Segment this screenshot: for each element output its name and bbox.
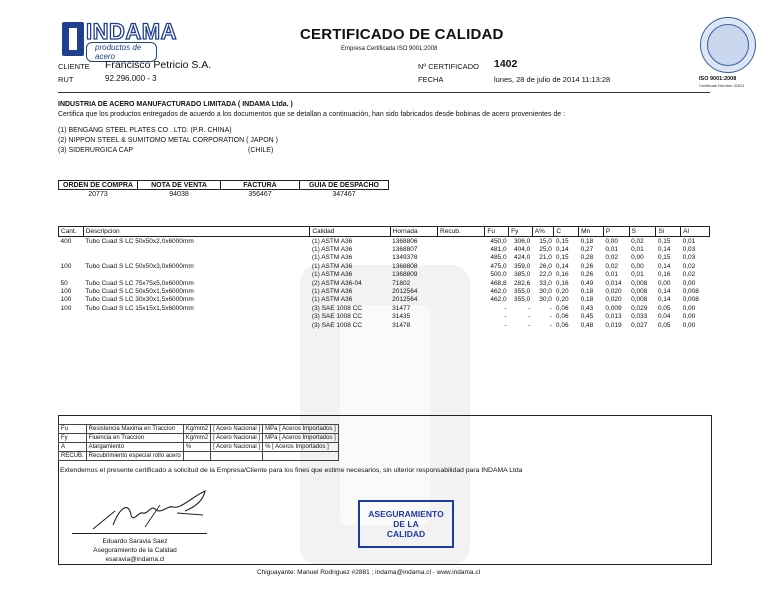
table-cell: [59, 321, 84, 329]
table-cell: 475,0: [490, 262, 507, 270]
intro-statement: Certifica que los productos entregados de acuerdo a los documentos que se detallan a continuación, han sido fabricados desde bobinas de acero provenientes de :: [58, 111, 566, 118]
definition-cell: Kg/mm2: [183, 434, 210, 443]
table-cell: (1) ASTM A36: [311, 237, 353, 245]
table-cell: 0,02: [682, 271, 696, 279]
table-cell: 25,0: [539, 246, 552, 254]
table-cell: (3) SAE 1008 CC: [311, 321, 363, 329]
table-cell: 0,20: [555, 296, 569, 304]
document-title: CERTIFICADO DE CALIDAD: [300, 26, 504, 43]
table-cell: [438, 237, 485, 246]
table-cell: 0,019: [605, 321, 622, 329]
table-cell: 50: [60, 279, 68, 287]
column-header: Fy: [509, 227, 533, 237]
table-cell: 0,00: [657, 279, 671, 287]
table-cell: [59, 313, 84, 321]
company-logo: [62, 19, 177, 61]
table-cell: 100: [60, 296, 72, 304]
table-cell: 0,00: [682, 279, 696, 287]
table-cell: [438, 296, 485, 304]
logo-tagline: productos de acero: [86, 42, 157, 62]
definition-cell: Fluencia en Traccion: [86, 434, 183, 443]
table-cell: 0,01: [631, 246, 644, 254]
table-cell: (1) ASTM A36: [311, 296, 353, 304]
table-cell: -: [504, 304, 507, 312]
table-cell: -: [504, 321, 507, 329]
table-row: [59, 287, 710, 295]
table-cell: [438, 271, 485, 279]
stamp-line-3: CALIDAD: [386, 529, 426, 539]
table-cell: 0,16: [555, 279, 569, 287]
order-header: GUIA DE DESPACHO: [300, 181, 389, 190]
table-cell: 0,04: [657, 313, 671, 321]
table-cell: (1) ASTM A36: [311, 254, 353, 262]
table-cell: 0,02: [682, 262, 696, 270]
definition-row: [59, 434, 339, 443]
table-cell: Tubo Cuad S LC 75x75x5,0x6000mm: [85, 279, 194, 287]
table-cell: 71802: [392, 279, 411, 287]
table-cell: 0,28: [580, 254, 594, 262]
table-cell: 0,00: [682, 304, 696, 312]
definition-cell: RECUB.: [59, 452, 87, 461]
order-header: NOTA DE VENTA: [138, 181, 221, 190]
fecha-label: FECHA: [418, 75, 444, 84]
definition-cell: A: [59, 443, 87, 452]
definition-cell: Fu: [59, 425, 87, 434]
supplier-3-country: (CHILE): [248, 147, 274, 154]
table-cell: -: [528, 304, 531, 312]
table-cell: [438, 287, 485, 295]
table-cell: Tubo Cuad S LC 30x30x1,5x6000mm: [85, 296, 194, 304]
table-cell: Tubo Cuad S LC 15x15x1,5x6000mm: [85, 304, 194, 312]
signature-line: [72, 533, 207, 534]
table-cell: [83, 321, 310, 329]
table-cell: 0,14: [657, 288, 671, 296]
table-cell: 1368809: [392, 271, 418, 279]
cliente-label: CLIENTE: [58, 62, 90, 71]
table-cell: 462,0: [490, 296, 507, 304]
table-cell: 355,0: [514, 288, 531, 296]
iso-seal-icon: [700, 17, 756, 73]
table-cell: 0,48: [580, 321, 594, 329]
table-row: [59, 304, 710, 312]
column-header: Si: [656, 227, 681, 237]
table-row: [59, 271, 710, 279]
table-cell: 468,8: [490, 279, 507, 287]
table-cell: 1368808: [392, 262, 418, 270]
table-cell: [438, 304, 485, 312]
column-header: Fu: [485, 227, 509, 237]
table-cell: (2) ASTM A36-04: [311, 279, 362, 287]
cert-number-label: Nº CERTIFICADO: [418, 62, 479, 71]
table-cell: 0,14: [657, 296, 671, 304]
table-cell: 100: [60, 304, 72, 312]
table-cell: 0,15: [555, 237, 569, 245]
table-cell: 0,00: [682, 313, 696, 321]
table-cell: 1368806: [392, 237, 418, 245]
orders-table: [58, 180, 389, 199]
table-cell: 0,01: [605, 246, 619, 254]
table-cell: 0,013: [605, 313, 622, 321]
definitions-table: [58, 424, 339, 461]
table-cell: 500,0: [490, 271, 507, 279]
table-cell: 0,027: [631, 321, 648, 329]
table-cell: 0,00: [631, 262, 644, 270]
column-header: Recub.: [438, 227, 485, 237]
table-cell: 0,01: [605, 271, 619, 279]
table-cell: 33,0: [539, 279, 552, 287]
table-cell: 400: [60, 237, 72, 245]
table-row: [59, 262, 710, 270]
table-cell: -: [549, 313, 552, 321]
table-cell: [438, 313, 485, 321]
table-cell: 0,02: [605, 254, 619, 262]
table-cell: (1) ASTM A36: [311, 271, 353, 279]
signature-icon: [85, 485, 225, 540]
table-cell: 100: [60, 262, 72, 270]
table-cell: 0,26: [580, 271, 594, 279]
table-cell: [438, 321, 485, 329]
table-cell: 0,15: [657, 237, 671, 245]
table-cell: 0,008: [631, 288, 648, 296]
definition-cell: [183, 452, 210, 461]
column-header: C: [554, 227, 579, 237]
intro-company: INDUSTRIA DE ACERO MANUFACTURADO LIMITADA ( INDAMA Ltda. ): [58, 101, 293, 108]
table-cell: 0,14: [555, 246, 569, 254]
definition-cell: Alargamiento: [86, 443, 183, 452]
table-cell: Tubo Cuad S LC 50x50x1,5x6000mm: [85, 288, 194, 296]
rut-value: 92.296.000 - 3: [105, 74, 157, 83]
definition-cell: [211, 452, 263, 461]
table-cell: Tubo Cuad S LC 50x50x2,0x6000mm: [85, 237, 194, 245]
table-row: [59, 321, 710, 329]
column-header: S: [629, 227, 656, 237]
table-cell: [438, 262, 485, 270]
table-cell: [83, 271, 310, 279]
table-cell: 2012564: [392, 288, 418, 296]
table-cell: 0,014: [605, 279, 622, 287]
table-cell: 0,03: [682, 246, 696, 254]
table-cell: -: [549, 304, 552, 312]
table-cell: 0,008: [682, 296, 699, 304]
table-cell: 485,0: [490, 254, 507, 262]
table-cell: 385,0: [514, 271, 531, 279]
extend-statement: Extendemos el presente certificado a solicitud de la Empresa/Cliente para los fines que estime necesarios, sin ulterior responsabilidad para INDAMA Ltda: [60, 467, 523, 474]
table-cell: -: [549, 321, 552, 329]
table-cell: (3) SAE 1008 CC: [311, 313, 363, 321]
table-cell: 0,18: [580, 288, 594, 296]
definition-cell: MPa [ Aceros Importados ]: [263, 434, 339, 443]
table-cell: 450,0: [490, 237, 507, 245]
table-cell: 424,0: [514, 254, 531, 262]
definition-row: [59, 443, 339, 452]
table-cell: (1) ASTM A36: [311, 288, 353, 296]
table-cell: 0,020: [605, 288, 622, 296]
table-cell: 0,16: [657, 271, 671, 279]
definition-cell: [263, 452, 339, 461]
definition-cell: Recubrimiento especial rollo acero: [86, 452, 183, 461]
table-cell: 0,033: [631, 313, 648, 321]
table-cell: 31478: [392, 321, 411, 329]
seal-caption: ISO 9001:2008: [699, 76, 737, 82]
definition-cell: [ Acero Nacional ]: [211, 434, 263, 443]
table-cell: 404,0: [514, 246, 531, 254]
table-cell: 0,06: [555, 313, 569, 321]
column-header: Hornada: [390, 227, 437, 237]
table-cell: 0,14: [555, 262, 569, 270]
table-cell: -: [504, 313, 507, 321]
column-header: Calidad: [310, 227, 390, 237]
definition-row: [59, 452, 339, 461]
table-cell: 0,05: [657, 304, 671, 312]
table-cell: 0,01: [682, 237, 696, 245]
signer-name: Eduardo Saravia Saez: [102, 538, 168, 545]
table-cell: 0,14: [657, 262, 671, 270]
table-cell: 1368807: [392, 246, 418, 254]
table-row: [59, 313, 710, 321]
table-header-row: [59, 227, 710, 237]
logo-mark-icon: [62, 22, 84, 56]
table-cell: 0,00: [605, 237, 619, 245]
table-cell: 0,06: [555, 321, 569, 329]
table-cell: 0,16: [555, 271, 569, 279]
definition-cell: [ Acero Nacional ]: [211, 443, 263, 452]
table-cell: -: [528, 321, 531, 329]
table-row: [59, 279, 710, 287]
table-cell: 0,008: [631, 296, 648, 304]
stamp-line-2: DE LA: [393, 519, 419, 529]
column-header: A%: [532, 227, 554, 237]
definition-cell: % [ Aceros Importados ]: [263, 443, 339, 452]
table-cell: (1) ASTM A36: [311, 246, 353, 254]
definition-cell: Resistencia Maxima en Traccion: [86, 425, 183, 434]
table-cell: 0,009: [605, 304, 622, 312]
order-value: 20773: [88, 191, 108, 198]
table-cell: 282,6: [514, 279, 531, 287]
table-cell: 1349378: [392, 254, 418, 262]
table-cell: [438, 279, 485, 287]
stamp-line-1: ASEGURAMIENTO: [368, 509, 444, 519]
table-cell: (3) SAE 1008 CC: [311, 304, 363, 312]
cliente-value: Francisco Petricio S.A.: [105, 59, 212, 71]
document-subtitle: Empresa Certificada ISO 9001:2008: [341, 46, 438, 52]
quality-stamp: [358, 500, 454, 548]
table-cell: 306,0: [514, 237, 531, 245]
table-cell: 0,008: [631, 279, 648, 287]
table-row: [59, 296, 710, 304]
table-cell: 0,03: [682, 254, 696, 262]
table-cell: 0,02: [631, 237, 644, 245]
signer-role: Aseguramiento de la Calidad: [93, 547, 177, 554]
table-cell: [59, 254, 84, 262]
table-cell: 0,00: [682, 321, 696, 329]
order-value: 356467: [248, 191, 272, 198]
footer-address: Chiguayante: Manuel Rodriguez #2881 ; indama@indama.cl - www.indama.cl: [257, 569, 481, 576]
seal-subcaption: Certificate Number 20021: [699, 83, 745, 88]
definition-row: [59, 425, 339, 434]
fecha-value: lunes, 28 de julio de 2014 11:13:28: [494, 75, 611, 84]
definition-cell: [ Acero Nacional ]: [211, 425, 263, 434]
table-cell: 0,43: [580, 304, 594, 312]
table-row: [59, 254, 710, 262]
table-cell: [83, 313, 310, 321]
supplier-3: (3) SIDERURGICA CAP: [58, 147, 134, 154]
logo-name: INDAMA: [86, 19, 177, 44]
definition-cell: %: [183, 443, 210, 452]
table-cell: 0,26: [580, 262, 594, 270]
table-cell: [438, 254, 485, 262]
table-cell: Tubo Cuad S LC 50x50x3,0x6000mm: [85, 262, 194, 270]
table-cell: 15,0: [539, 237, 552, 245]
table-cell: 0,14: [657, 246, 671, 254]
signer-email: esaravia@indama.cl: [105, 556, 165, 563]
cert-number-value: 1402: [494, 58, 518, 70]
definition-cell: MPa [ Aceros Importados ]: [263, 425, 339, 434]
table-cell: 0,029: [631, 304, 648, 312]
column-header: Mn: [579, 227, 604, 237]
column-header: Cant.: [59, 227, 84, 237]
rut-label: RUT: [58, 75, 74, 84]
table-cell: 0,06: [555, 304, 569, 312]
table-cell: 0,008: [682, 288, 699, 296]
table-cell: 0,18: [580, 237, 594, 245]
table-cell: 481,0: [490, 246, 507, 254]
table-cell: 0,01: [631, 271, 644, 279]
table-cell: 2012564: [392, 296, 418, 304]
table-cell: 0,15: [555, 254, 569, 262]
table-cell: 0,45: [580, 313, 594, 321]
table-cell: 100: [60, 288, 72, 296]
table-cell: [438, 245, 485, 253]
table-cell: 0,18: [580, 296, 594, 304]
table-cell: (1) ASTM A36: [311, 262, 353, 270]
table-cell: 22,0: [539, 271, 552, 279]
column-header: Descripcion: [83, 227, 310, 237]
table-cell: 21,0: [539, 254, 552, 262]
order-value: 94038: [169, 191, 189, 198]
order-header: ORDEN DE COMPRA: [59, 181, 138, 190]
table-row: [59, 237, 710, 246]
order-header: FACTURA: [221, 181, 300, 190]
order-value: 347467: [332, 191, 356, 198]
table-body: [59, 237, 710, 330]
table-cell: 0,15: [657, 254, 671, 262]
table-cell: 0,00: [631, 254, 644, 262]
table-cell: 31435: [392, 313, 411, 321]
table-cell: 0,020: [605, 296, 622, 304]
definition-cell: Fy: [59, 434, 87, 443]
definition-cell: Kg/mm2: [183, 425, 210, 434]
table-cell: [59, 271, 84, 279]
table-cell: 0,20: [555, 288, 569, 296]
column-header: Al: [681, 227, 710, 237]
table-cell: 355,0: [514, 296, 531, 304]
table-cell: 0,05: [657, 321, 671, 329]
header-divider: [58, 92, 710, 93]
table-cell: 30,0: [539, 288, 552, 296]
table-cell: 0,02: [605, 262, 619, 270]
table-cell: -: [528, 313, 531, 321]
supplier-2: (2) NIPPON STEEL & SUMITOMO METAL CORPORATION ( JAPON ): [58, 137, 279, 144]
table-cell: 462,0: [490, 288, 507, 296]
table-cell: 30,0: [539, 296, 552, 304]
table-cell: [83, 254, 310, 262]
table-cell: 26,0: [539, 262, 552, 270]
supplier-1: (1) BENGANG STEEL PLATES CO . LTD. (P.R. CHINA): [58, 127, 232, 134]
table-cell: 0,27: [580, 246, 594, 254]
table-cell: 0,49: [580, 279, 594, 287]
table-cell: 31477: [392, 304, 411, 312]
table-row: [59, 245, 710, 253]
table-cell: [59, 245, 84, 253]
quality-table: [58, 226, 710, 329]
column-header: P: [603, 227, 629, 237]
table-cell: 359,0: [514, 262, 531, 270]
table-cell: [83, 245, 310, 253]
